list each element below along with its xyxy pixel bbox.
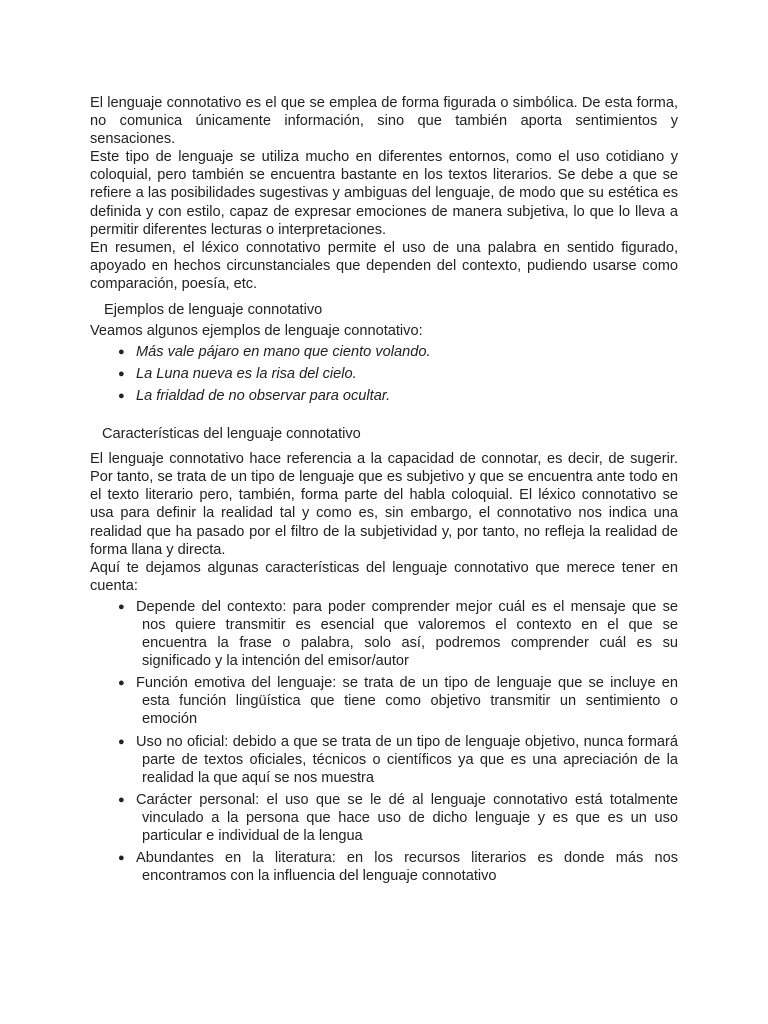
bullet-icon: ● (118, 600, 125, 613)
item-first-line: Abundantes en la literatura: en los recursos literarios es donde más nos (136, 850, 678, 867)
list-item (117, 598, 678, 670)
list-item (117, 343, 678, 361)
bullet-icon: ● (118, 852, 125, 865)
list-item (117, 387, 678, 405)
bullet-icon: ● (118, 677, 125, 690)
characteristics-paragraph-1: El lenguaje connotativo hace referencia a la capacidad de connotar, es decir, de sugerir. Por tanto, se trata de un tipo de lenguaje que es subjetivo y que se encuentra ante todo en el texto literario pero, también, forma parte del habla coloquial. El léxico connotativo se usa para definir la realidad tal y como es, sin embargo, el connotativo nos indica una realidad que ha pasado por el filtro de la subjetividad y, por tanto, no refleja la realidad de forma llana y directa. (90, 451, 678, 558)
list-item (117, 365, 678, 383)
characteristics-list (90, 598, 678, 885)
list-item (117, 733, 678, 787)
bullet-icon: ● (118, 368, 125, 381)
examples-list (90, 343, 678, 405)
examples-heading: Ejemplos de lenguaje connotativo (104, 302, 323, 319)
intro-paragraph-2: Este tipo de lenguaje se utiliza mucho en diferentes entornos, como el uso cotidiano y coloquial, pero también se encuentra bastante en los textos literarios. Se debe a que se refiere a las posibilidades sugestivas y ambiguas del lenguaje, de modo que su estética es definida y con estilo, capaz de expresar emociones de manera subjetiva, lo que lo lleva a permitir diferentes lecturas o interpretaciones. (90, 149, 678, 238)
bullet-icon: ● (118, 346, 125, 359)
item-first-line: Función emotiva del lenguaje: se trata de un tipo de lenguaje que se incluye en (136, 675, 678, 692)
list-item (117, 791, 678, 845)
example-text: La frialdad de no observar para ocultar. (136, 388, 391, 405)
item-rest: vinculado a la persona que hace uso de dicho lenguaje y es que es un uso particular e individual de la lengua (142, 809, 678, 844)
example-text: La Luna nueva es la risa del cielo. (136, 366, 357, 383)
list-item (117, 674, 678, 728)
bullet-icon: ● (118, 390, 125, 403)
item-rest: encontramos con la influencia del lenguaje connotativo (142, 868, 497, 885)
item-rest: parte de textos oficiales, técnicos o científicos ya que es una apreciación de la realidad la que aquí se nos muestra (142, 751, 678, 786)
item-first-line: Carácter personal: el uso que se le dé al lenguaje connotativo está totalmente (136, 791, 678, 808)
characteristics-heading: Características del lenguaje connotativo (102, 426, 361, 443)
bullet-icon: ● (118, 793, 125, 806)
item-rest: esta función lingüística que tiene como objetivo transmitir un sentimiento o emoción (142, 693, 678, 728)
intro-paragraph-3: En resumen, el léxico connotativo permite el uso de una palabra en sentido figurado, apoyado en hechos circunstanciales que dependen del contexto, pudiendo usarse como comparación, poesía, etc. (90, 239, 678, 292)
intro-paragraph-1: El lenguaje connotativo es el que se emplea de forma figurada o simbólica. De esta forma, no comunica únicamente información, sino que también aporta sentimientos y sensaciones. (90, 95, 678, 148)
examples-intro: Veamos algunos ejemplos de lenguaje connotativo: (90, 323, 423, 340)
item-rest: nos quiere transmitir es esencial que valoremos el contexto en el que se encuentra la frase o palabra, solo así, podremos comprender cuál es su significado y la intención del emisor/autor (142, 616, 678, 670)
bullet-icon: ● (118, 735, 125, 748)
example-text: Más vale pájaro en mano que ciento volando. (136, 344, 431, 361)
list-item (117, 849, 678, 885)
characteristics-paragraph-2: Aquí te dejamos algunas características del lenguaje connotativo que merece tener en cuenta: (90, 559, 678, 594)
item-first-line: Depende del contexto: para poder comprender mejor cuál es el mensaje que se (136, 598, 678, 615)
item-first-line: Uso no oficial: debido a que se trata de un tipo de lenguaje objetivo, nunca formará (136, 733, 678, 750)
